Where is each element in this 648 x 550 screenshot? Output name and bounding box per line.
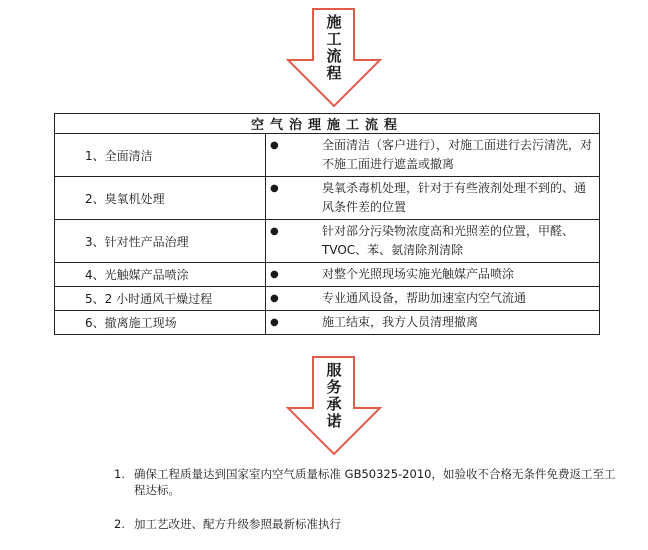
step-description	[266, 287, 600, 311]
step-description-text: 对整个光照现场实施光触媒产品喷涂	[322, 267, 515, 281]
process-table	[54, 113, 600, 335]
step-description-text: 全面清洁（客户进行），对施工面进行去污清洗，对不施工面进行遮盖或撤离	[322, 138, 593, 171]
bullet-icon: ●	[270, 317, 279, 328]
step-label: 2、臭氧机处理	[55, 177, 266, 220]
step-description	[266, 220, 600, 263]
list-item	[114, 516, 624, 532]
step-description-text: 专业通风设备，帮助加速室内空气流通	[322, 291, 527, 305]
bullet-icon: ●	[270, 140, 279, 151]
list-text: 加工艺改进、配方升级参照最新标准执行	[134, 517, 341, 531]
step-label: 5、2 小时通风干燥过程	[55, 287, 266, 311]
step-description	[266, 177, 600, 220]
list-text: 确保工程质量达到国家室内空气质量标准 GB50325-2010，如验收不合格无条件免费返工至工程达标。	[134, 467, 616, 497]
bullet-icon: ●	[270, 269, 279, 280]
step-description	[266, 134, 600, 177]
list-item	[114, 466, 624, 498]
arrow-char: 务	[326, 378, 342, 396]
bullet-icon: ●	[270, 226, 279, 237]
arrow-title-service	[324, 362, 344, 430]
step-description	[266, 311, 600, 335]
table-row	[55, 134, 600, 177]
arrow-title-process	[324, 14, 344, 82]
step-description-text: 针对部分污染物浓度高和光照差的位置，甲醛、TVOC、苯、氨清除剂清除	[322, 224, 575, 257]
step-label: 3、针对性产品治理	[55, 220, 266, 263]
arrow-char: 承	[326, 395, 342, 413]
step-description	[266, 263, 600, 287]
table-row	[55, 287, 600, 311]
list-number: 1.	[114, 467, 125, 481]
arrow-char: 施	[326, 13, 342, 31]
arrow-char: 流	[326, 47, 342, 65]
table-row	[55, 177, 600, 220]
step-label: 6、撤离施工现场	[55, 311, 266, 335]
arrow-char: 诺	[326, 412, 342, 430]
arrow-char: 工	[326, 30, 342, 48]
arrow-char: 程	[326, 64, 342, 82]
process-arrow	[286, 8, 382, 108]
table-row	[55, 263, 600, 287]
table-title: 空气治理施工流程	[55, 114, 600, 134]
step-label: 1、全面清洁	[55, 134, 266, 177]
step-label: 4、光触媒产品喷涂	[55, 263, 266, 287]
step-description-text: 臭氧杀毒机处理，针对于有些液剂处理不到的、通风条件差的位置	[322, 181, 587, 214]
bullet-icon: ●	[270, 293, 279, 304]
table-row	[55, 311, 600, 335]
step-description-text: 施工结束，我方人员清理撤离	[322, 315, 479, 329]
arrow-char: 服	[326, 361, 342, 379]
table-row	[55, 220, 600, 263]
bullet-icon: ●	[270, 183, 279, 194]
list-number: 2.	[114, 517, 125, 531]
service-arrow	[286, 356, 382, 456]
promise-list	[114, 466, 624, 550]
table-header-row	[55, 114, 600, 134]
